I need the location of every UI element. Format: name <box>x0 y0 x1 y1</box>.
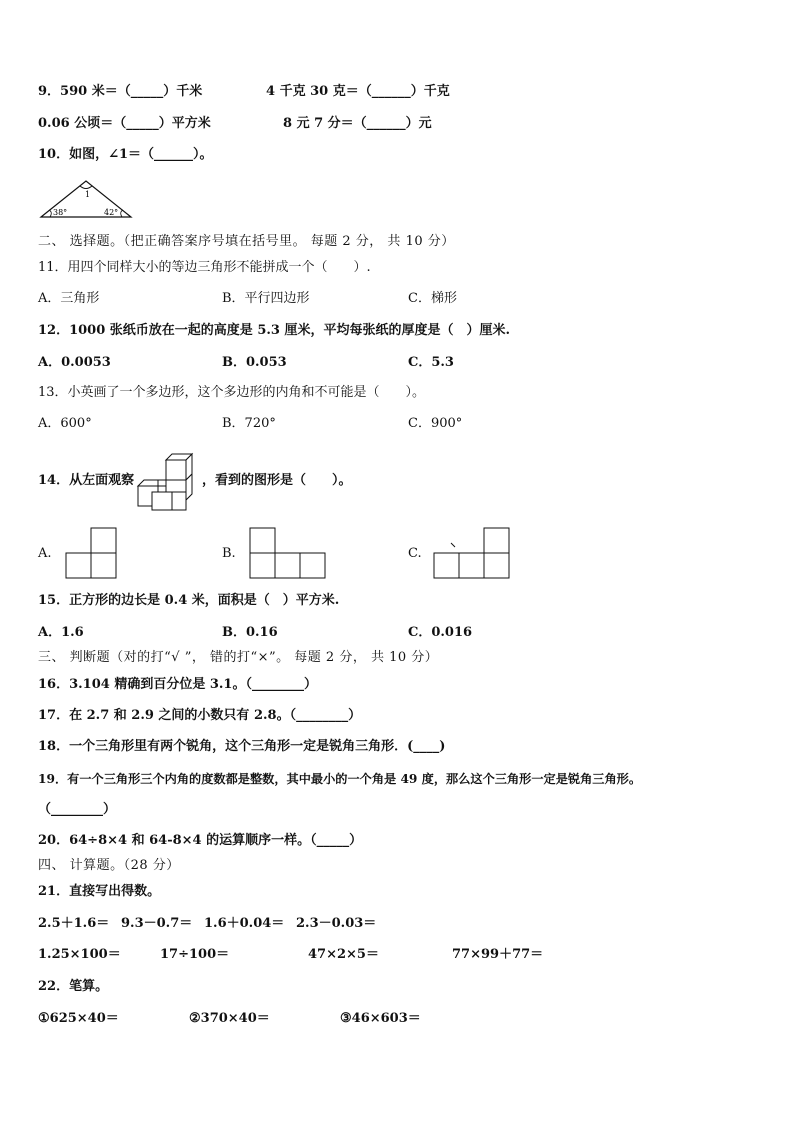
q17-text: 17．在 2.7 和 2.9 之间的小数只有 2.8。（________） <box>38 708 362 723</box>
q12-text: 12．1000 张纸币放在一起的高度是 5.3 厘米，平均每张纸的厚度是（ ）厘米. <box>38 323 510 338</box>
q15-option-c: C．0.016 <box>408 625 473 640</box>
q14-option-c-figure <box>433 527 511 579</box>
q14-option-a: A. <box>38 546 52 561</box>
q10-left-angle: 38° <box>53 208 68 217</box>
q14-option-b-figure <box>249 527 327 579</box>
q11-option-a: A．三角形 <box>38 291 100 306</box>
section4-title: 四、 计算题。（28 分） <box>38 858 180 873</box>
q12-option-a: A．0.0053 <box>38 355 111 370</box>
q9-line2-right: 8 元 7 分＝（______）元 <box>283 116 432 131</box>
q22-item: ②370×40＝ <box>189 1011 270 1026</box>
section2-title: 二、 选择题。（把正确答案序号填在括号里。 每题 2 分， 共 10 分） <box>38 234 455 249</box>
q15-option-b: B．0.16 <box>222 625 278 640</box>
q20-text: 20．64÷8×4 和 64-8×4 的运算顺序一样。（_____） <box>38 833 363 848</box>
q11-text: 11．用四个同样大小的等边三角形不能拼成一个（ ）. <box>38 260 371 275</box>
q18-text: 18．一个三角形里有两个锐角，这个三角形一定是锐角三角形．(____) <box>38 739 446 754</box>
q14-option-b: B. <box>222 546 236 561</box>
q10-triangle-figure <box>38 178 136 220</box>
q12-option-b: B．0.053 <box>222 355 287 370</box>
q13-text: 13．小英画了一个多边形，这个多边形的内角和不可能是（ ）。 <box>38 385 426 400</box>
q15-text: 15．正方形的边长是 0.4 米，面积是（ ）平方米. <box>38 593 340 608</box>
q13-option-a: A．600° <box>38 416 92 431</box>
q21-item: 2.3－0.03＝ <box>296 916 377 931</box>
q21-text: 21．直接写出得数。 <box>38 884 161 899</box>
q12-option-c: C．5.3 <box>408 355 454 370</box>
q21-item: 1.6＋0.04＝ <box>204 916 285 931</box>
q13-option-b: B．720° <box>222 416 276 431</box>
section3-title: 三、 判断题（对的打“√ ”， 错的打“×”。 每题 2 分， 共 10 分） <box>38 650 439 665</box>
q14-text-prefix: 14．从左面观察 <box>38 473 135 488</box>
q21-item: 9.3－0.7＝ <box>121 916 193 931</box>
q21-item: 1.25×100＝ <box>38 947 121 962</box>
q14-cube-stack-figure <box>138 452 210 512</box>
q11-option-c: C．梯形 <box>408 291 457 306</box>
q19-text: 19．有一个三角形三个内角的度数都是整数，其中最小的一个角是 49 度，那么这个三角形一定是锐角三角形。 <box>38 772 642 786</box>
q21-item: 47×2×5＝ <box>308 947 379 962</box>
q14-text-suffix: ，看到的图形是（ ）。 <box>202 473 352 488</box>
q14-option-c: C. <box>408 546 422 561</box>
q14-option-a-figure <box>65 527 119 579</box>
q10-text: 10．如图，∠1＝（______）。 <box>38 147 213 162</box>
q21-item: 2.5＋1.6＝ <box>38 916 110 931</box>
q21-item: 77×99＋77＝ <box>452 947 544 962</box>
q13-option-c: C．900° <box>408 416 463 431</box>
q22-item: ③46×603＝ <box>340 1011 421 1026</box>
q19-blank: （________） <box>38 802 117 817</box>
q9-line1-left: 9．590 米＝（_____）千米 <box>38 84 203 99</box>
q22-text: 22．笔算。 <box>38 979 109 994</box>
q11-option-b: B．平行四边形 <box>222 291 310 306</box>
q10-angle-label: 1 <box>85 190 91 199</box>
q22-item: ①625×40＝ <box>38 1011 119 1026</box>
q10-right-angle: 42° <box>104 208 119 217</box>
q9-line2-left: 0.06 公顷＝（_____）平方米 <box>38 116 211 131</box>
q16-text: 16．3.104 精确到百分位是 3.1。（________） <box>38 677 317 692</box>
q21-item: 17÷100＝ <box>160 947 230 962</box>
q9-line1-right: 4 千克 30 克＝（______）千克 <box>266 84 450 99</box>
q15-option-a: A．1.6 <box>38 625 84 640</box>
